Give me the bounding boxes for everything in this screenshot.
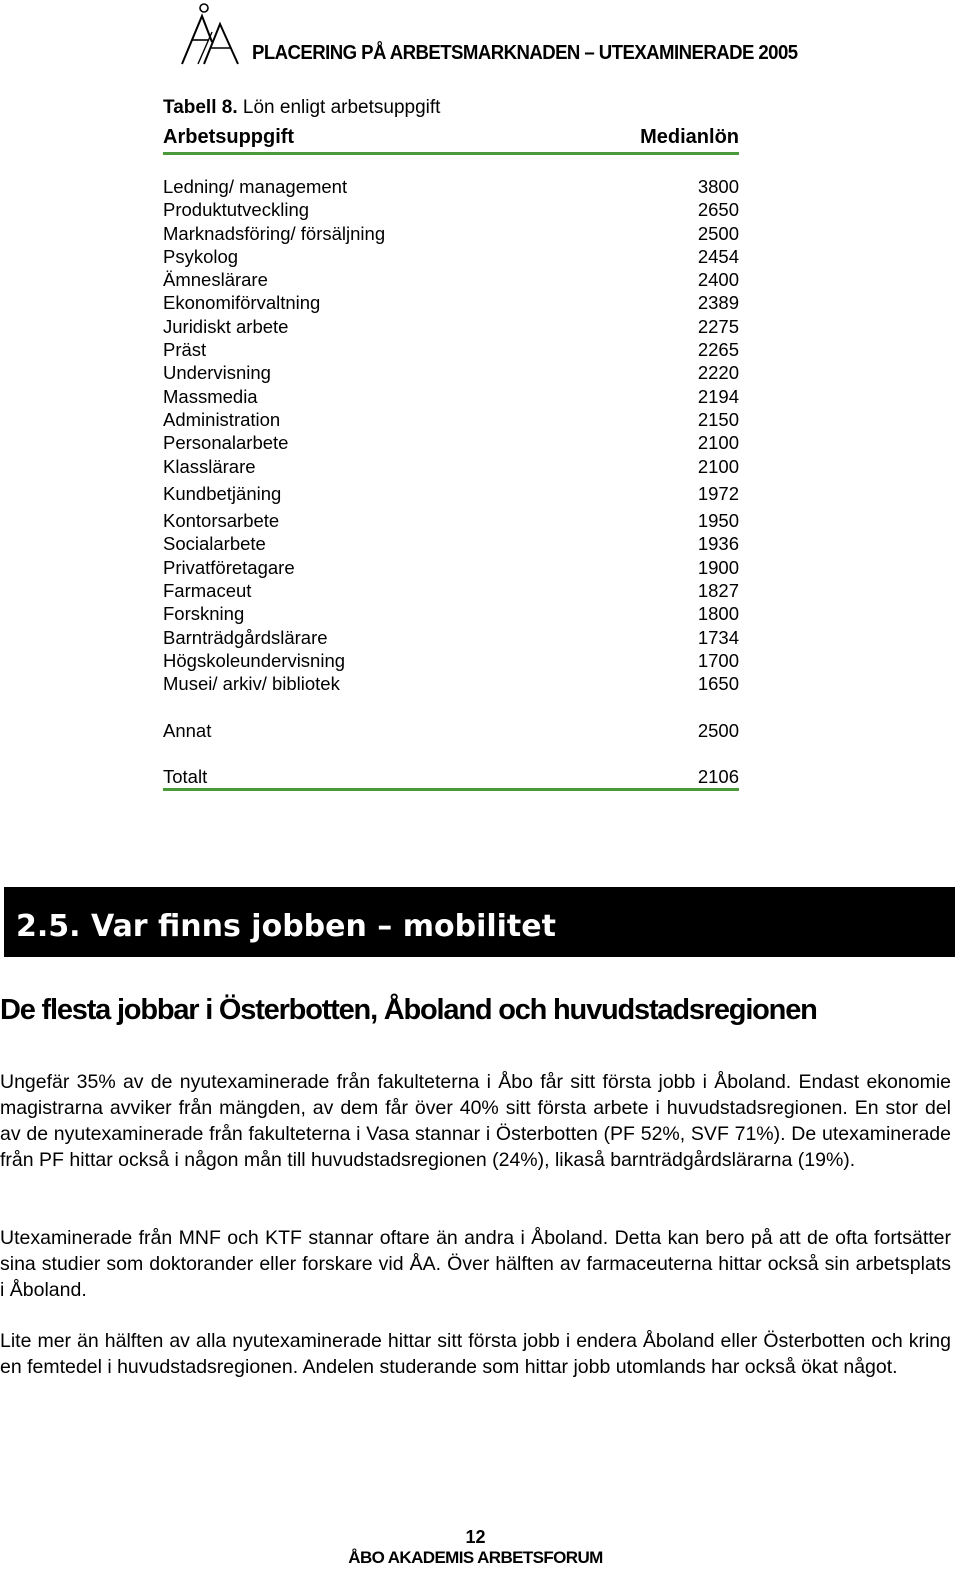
row-salary: 2194 bbox=[697, 385, 739, 407]
table-row bbox=[163, 361, 739, 384]
row-salary: 2275 bbox=[697, 315, 739, 337]
table-row bbox=[163, 408, 739, 431]
row-salary: 2100 bbox=[697, 432, 739, 454]
table-row bbox=[163, 245, 739, 268]
paragraph: Ungefär 35% av de nyutexaminerade från fakulteterna i Åbo får sitt första jobb i Åboland. Endast ekonomie magistrarna avviker från mängden, av dem får över 40% sitt första arbete i huvudstadsregionen. En stor del av de nyutexaminerade från fakulteterna i Vasa stannar i Österbotten (PF 52%, SVF 71%). De utexaminerade från PF hittar också i någon mån till huvudstadsregionen (24%), likaså barnträdgårdslärarna (19%). bbox=[0, 1071, 951, 1171]
row-task: Farmaceut bbox=[163, 580, 252, 602]
column-header-salary: Medianlön bbox=[640, 126, 739, 148]
paragraph: Utexaminerade från MNF och KTF stannar oftare än andra i Åboland. Detta kan bero på att de ofta fortsätter sina studier som doktorander eller forskare vid ÅA. Över hälften av farmaceuterna hittar också sin arbetsplats i Åboland. bbox=[0, 1227, 951, 1301]
row-salary: 1936 bbox=[697, 533, 739, 555]
row-task: Forskning bbox=[163, 603, 245, 625]
row-task: Präst bbox=[163, 339, 207, 361]
section-title: 2.5. Var finns jobben – mobilitet bbox=[16, 909, 556, 944]
table-row bbox=[163, 509, 739, 532]
row-task: Produktutveckling bbox=[163, 199, 310, 221]
paragraph: Lite mer än hälften av alla nyutexaminerade hittar sitt första jobb i endera Åboland eller Österbotten och kring en femtedel i huvudstadsregionen. Andelen studerande som hittar jobb utomlands har också ökat något. bbox=[0, 1330, 951, 1378]
table-caption bbox=[163, 94, 739, 122]
table-row bbox=[163, 222, 739, 245]
table-row-other bbox=[163, 719, 739, 742]
row-salary: 2265 bbox=[697, 339, 739, 361]
table-row bbox=[163, 338, 739, 361]
row-task: Marknadsföring/ försäljning bbox=[163, 222, 386, 244]
row-task: Personalarbete bbox=[163, 432, 289, 454]
row-salary: 1650 bbox=[697, 673, 739, 695]
table-row bbox=[163, 532, 739, 555]
table-header bbox=[163, 122, 739, 155]
table-row bbox=[163, 385, 739, 408]
table-caption-label: Tabell 8. bbox=[163, 97, 238, 118]
page-number: 12 bbox=[465, 1527, 486, 1547]
row-salary: 1734 bbox=[697, 626, 739, 648]
row-task: Psykolog bbox=[163, 245, 239, 267]
row-task: Kontorsarbete bbox=[163, 510, 280, 532]
table-row bbox=[163, 198, 739, 221]
table-row bbox=[163, 268, 739, 291]
row-salary: 2100 bbox=[697, 455, 739, 477]
row-salary: 2500 bbox=[697, 719, 739, 741]
table-row bbox=[163, 431, 739, 454]
row-task: Barnträdgårdslärare bbox=[163, 626, 328, 648]
row-task: Socialarbete bbox=[163, 533, 266, 555]
header-title: PLACERING PÅ ARBETSMARKNADEN – UTEXAMINERADE 2005 bbox=[252, 42, 798, 64]
table-row bbox=[163, 291, 739, 314]
row-salary: 1972 bbox=[697, 482, 739, 504]
row-salary: 2650 bbox=[697, 199, 739, 221]
row-salary: 2389 bbox=[697, 292, 739, 314]
row-task: Administration bbox=[163, 408, 281, 430]
row-task: Kundbetjäning bbox=[163, 482, 282, 504]
row-salary: 2106 bbox=[697, 765, 739, 787]
row-salary: 2500 bbox=[697, 222, 739, 244]
table-caption-text: Lön enligt arbetsuppgift bbox=[237, 97, 441, 118]
row-salary: 1800 bbox=[697, 603, 739, 625]
row-task: Undervisning bbox=[163, 362, 271, 384]
row-task: Högskoleundervisning bbox=[163, 649, 346, 671]
salary-table bbox=[163, 94, 739, 791]
section-heading-bar bbox=[4, 887, 955, 957]
row-task: Ekonomiförvaltning bbox=[163, 292, 321, 314]
table-row-total bbox=[163, 765, 739, 791]
row-task: Totalt bbox=[163, 765, 208, 787]
row-task: Ledning/ management bbox=[163, 176, 348, 197]
row-salary: 2400 bbox=[697, 269, 739, 291]
table-row bbox=[163, 649, 739, 672]
row-task: Massmedia bbox=[163, 385, 258, 407]
row-salary: 2220 bbox=[697, 362, 739, 384]
row-salary: 2150 bbox=[697, 408, 739, 430]
table-row bbox=[163, 315, 739, 338]
table-row bbox=[163, 556, 739, 579]
table-body bbox=[163, 175, 739, 696]
table-row bbox=[163, 579, 739, 602]
row-salary: 2454 bbox=[697, 245, 739, 267]
table-row bbox=[163, 175, 739, 198]
row-task: Klasslärare bbox=[163, 455, 256, 477]
row-salary: 1827 bbox=[697, 580, 739, 602]
table-row bbox=[163, 602, 739, 625]
subheading: De flesta jobbar i Österbotten, Åboland och huvudstadsregionen bbox=[0, 994, 817, 1026]
row-task: Annat bbox=[163, 719, 212, 741]
row-salary: 1900 bbox=[697, 556, 739, 578]
table-row bbox=[163, 455, 739, 478]
abo-akademi-logo-icon bbox=[178, 2, 242, 68]
row-task: Privatföretagare bbox=[163, 556, 295, 578]
footer-org: ÅBO AKADEMIS ARBETSFORUM bbox=[348, 1548, 603, 1567]
row-salary: 1950 bbox=[697, 510, 739, 532]
row-task: Ämneslärare bbox=[163, 269, 268, 291]
row-task: Musei/ arkiv/ bibliotek bbox=[163, 673, 340, 695]
row-salary: 1700 bbox=[697, 649, 739, 671]
column-header-task: Arbetsuppgift bbox=[163, 126, 295, 148]
table-row bbox=[163, 672, 739, 695]
row-salary: 3800 bbox=[697, 176, 739, 197]
table-row bbox=[163, 482, 739, 505]
row-task: Juridiskt arbete bbox=[163, 315, 289, 337]
table-row bbox=[163, 626, 739, 649]
